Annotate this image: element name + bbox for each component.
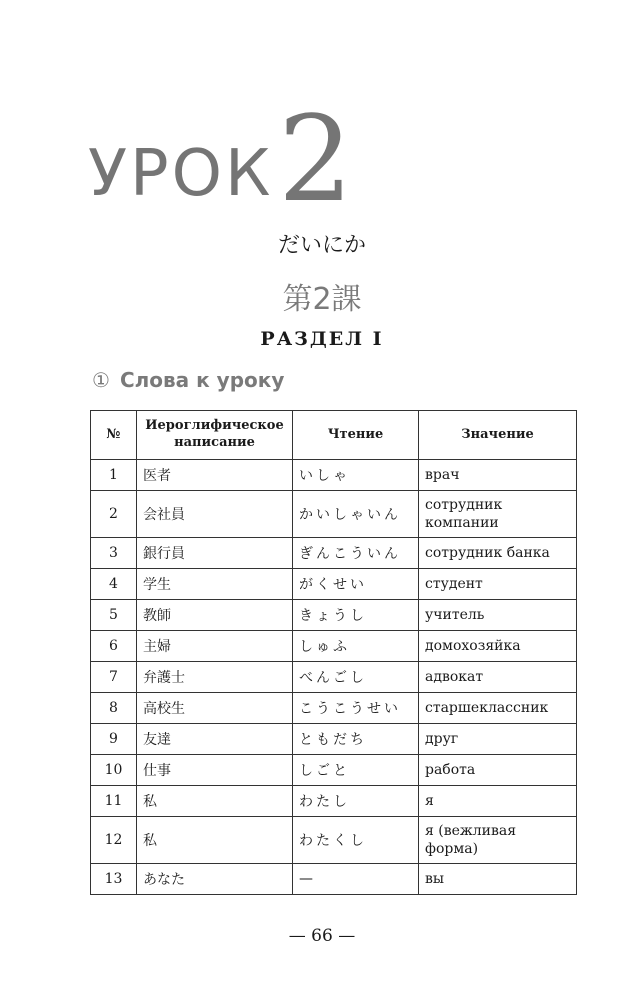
header-meaning: Значение — [419, 411, 577, 460]
cell-kanji: 私 — [137, 786, 293, 817]
table-row — [91, 864, 577, 895]
cell-kanji: 学生 — [137, 569, 293, 600]
cell-kanji: 弁護士 — [137, 662, 293, 693]
cell-kanji: 私 — [137, 817, 293, 864]
lesson-kana-title: だいにか — [277, 233, 366, 258]
cell-reading: わたし — [293, 786, 419, 817]
cell-meaning: я — [419, 786, 577, 817]
cell-kanji: あなた — [137, 864, 293, 895]
subsection-title: Слова к уроку — [119, 368, 285, 392]
cell-meaning: домохозяйка — [419, 631, 577, 662]
cell-number: 7 — [91, 662, 137, 693]
cell-reading: こうこうせい — [293, 693, 419, 724]
table-row — [91, 786, 577, 817]
cell-reading: べんごし — [293, 662, 419, 693]
cell-reading: いしゃ — [293, 460, 419, 491]
cell-kanji: 主婦 — [137, 631, 293, 662]
table-row — [91, 662, 577, 693]
table-row — [91, 631, 577, 662]
subsection-number: ① — [92, 368, 110, 392]
cell-reading: しごと — [293, 755, 419, 786]
section-title: РАЗДЕЛ I — [260, 328, 384, 350]
cell-number: 5 — [91, 600, 137, 631]
cell-reading: がくせい — [293, 569, 419, 600]
cell-reading: きょうし — [293, 600, 419, 631]
lesson-kanji-title: 第2課 — [282, 282, 362, 317]
table-row — [91, 538, 577, 569]
cell-number: 8 — [91, 693, 137, 724]
cell-reading: かいしゃいん — [293, 491, 419, 538]
cell-kanji: 友達 — [137, 724, 293, 755]
header-reading: Чтение — [293, 411, 419, 460]
lesson-title-word: УРОК — [88, 137, 274, 211]
cell-number: 6 — [91, 631, 137, 662]
cell-meaning: сотрудник банка — [419, 538, 577, 569]
table-row — [91, 755, 577, 786]
cell-number: 12 — [91, 817, 137, 864]
subsection-heading — [92, 368, 284, 392]
page-number: — 66 — — [288, 926, 356, 946]
cell-meaning: вы — [419, 864, 577, 895]
cell-number: 11 — [91, 786, 137, 817]
cell-number: 1 — [91, 460, 137, 491]
cell-reading: わたくし — [293, 817, 419, 864]
cell-number: 13 — [91, 864, 137, 895]
table-row — [91, 569, 577, 600]
cell-meaning: работа — [419, 755, 577, 786]
cell-reading: ともだち — [293, 724, 419, 755]
cell-meaning: сотрудник компании — [419, 491, 577, 538]
cell-meaning: друг — [419, 724, 577, 755]
cell-kanji: 医者 — [137, 460, 293, 491]
cell-number: 2 — [91, 491, 137, 538]
table-row — [91, 724, 577, 755]
cell-meaning: я (вежливая форма) — [419, 817, 577, 864]
table-row — [91, 693, 577, 724]
cell-meaning: адвокат — [419, 662, 577, 693]
table-row — [91, 817, 577, 864]
header-kanji: Иероглифическое написание — [137, 411, 293, 460]
cell-number: 10 — [91, 755, 137, 786]
table-header-row — [91, 411, 577, 460]
cell-meaning: учитель — [419, 600, 577, 631]
cell-kanji: 仕事 — [137, 755, 293, 786]
cell-kanji: 銀行員 — [137, 538, 293, 569]
cell-reading: しゅふ — [293, 631, 419, 662]
lesson-title-number: 2 — [278, 90, 354, 228]
cell-reading: ぎんこういん — [293, 538, 419, 569]
cell-number: 3 — [91, 538, 137, 569]
table-row — [91, 460, 577, 491]
cell-meaning: старшеклассник — [419, 693, 577, 724]
cell-meaning: врач — [419, 460, 577, 491]
cell-number: 9 — [91, 724, 137, 755]
cell-kanji: 会社員 — [137, 491, 293, 538]
cell-reading: — — [293, 864, 419, 895]
cell-meaning: студент — [419, 569, 577, 600]
table-row — [91, 491, 577, 538]
cell-kanji: 教師 — [137, 600, 293, 631]
table-row — [91, 600, 577, 631]
cell-number: 4 — [91, 569, 137, 600]
vocabulary-table — [90, 410, 577, 895]
cell-kanji: 高校生 — [137, 693, 293, 724]
header-number: № — [91, 411, 137, 460]
